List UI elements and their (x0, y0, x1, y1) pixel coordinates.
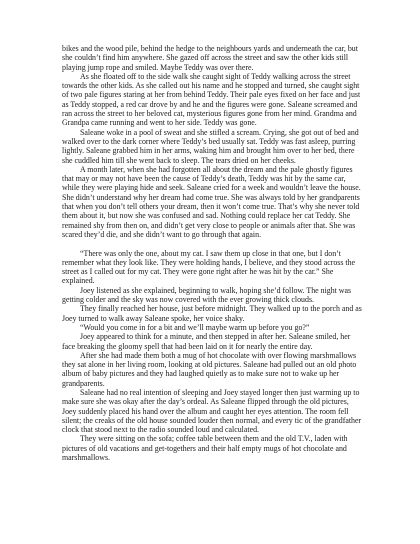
paragraph: Joey listened as she explained, beginning to walk, hoping she’d follow. The night was getting colder and the sky was now covered with the ever growing thick clouds. (62, 285, 352, 305)
paragraph: Saleane had no real intention of sleeping and Joey stayed longer then just warming up to make sure she was okay after the day’s ordeal. As Saleane flipped through the old pictures, Joey suddenly placed his hand over the album and caught her eyes attention. The room fell silent; the creaks of the old house sounded louder then normal, and every tic of the grandfather clock that stood next to the radio sounded loud and calculated. (62, 387, 362, 435)
paragraph: After she had made them both a mug of hot chocolate with over flowing marshmallows they sat alone in her living room, looking at old pictures. Saleane had pulled out an old photo album of baby pictures and they had laughed quietly as to make sure not to wake up her grandparents. (62, 350, 357, 388)
paragraph: They finally reached her house, just before midnight. They walked up to the porch and as Joey turned to walk away Saleane spoke, her voice shaky. (62, 304, 362, 323)
paragraph: “There was only the one, about my cat. I saw them up close in that one, but I don’t remember what they look like. They were holding hands, I believe, and they stood across the street as I called out for my cat. They were gone right after he was hit by the car.” She explained. (62, 248, 356, 286)
paragraph: A month later, when she had forgotten all about the dream and the pale ghostly figures that may or may not have been the cause of Teddy’s death, Teddy was hit by the same car, while they were playing hide and seek. Saleane cried for a week and wouldn’t leave the house. She didn’t understand why her dream had come true. She was always told by her grandparents that when you don’t tell others your dream, then it won’t come true. That’s why she never told them about it, but now she was confused and sad. Nothing could replace her cat Teddy. She remained shy from then on, and didn’t get very close to people or animals after that. She was scared they’d die, and she didn’t want to go through that again. (62, 164, 361, 239)
document-body (62, 44, 362, 462)
paragraph: “Would you come in for a bit and we’ll maybe warm up before you go?” (80, 322, 310, 332)
paragraph: Saleane woke in a pool of sweat and she stifled a scream. Crying, she got out of bed and walked over to the dark corner where Teddy’s bed usually sat. Teddy was fast asleep, purring lightly. Saleane grabbed him in her arms, waking him and brought him over to her bed, there she cuddled him till she went back to sleep. The tears dried on her cheeks. (62, 127, 359, 165)
paragraph: They were sitting on the sofa; coffee table between them and the old T.V., laden with pictures of old vacations and get-togethers and their half empty mugs of hot chocolate and marshmallows. (62, 434, 348, 463)
paragraph: bikes and the wood pile, behind the hedge to the neighbours yards and underneath the car, but she couldn’t find him anywhere. She gazed off across the street and saw the other kids still playing jump rope and smiled. Maybe Teddy was over there. (62, 44, 358, 72)
paragraph: Joey appeared to think for a minute, and then stepped in after her. Saleane smiled, her face breaking the gloomy spell that had been laid on it for nearly the entire day. (62, 332, 351, 351)
paragraph: As she floated off to the side walk she caught sight of Teddy walking across the street towards the other kids. As she called out his name and he stopped and turned, she caught sight of two pale figures staring at her from behind Teddy. Their pale eyes fixed on her face and just as Teddy stopped, a red car drove by and he and the figures were gone. Saleane screamed and ran across the street to her beloved cat, mysterious figures gone from her mind. Grandma and Grandpa came running and went to her side. Teddy was gone. (62, 71, 361, 128)
